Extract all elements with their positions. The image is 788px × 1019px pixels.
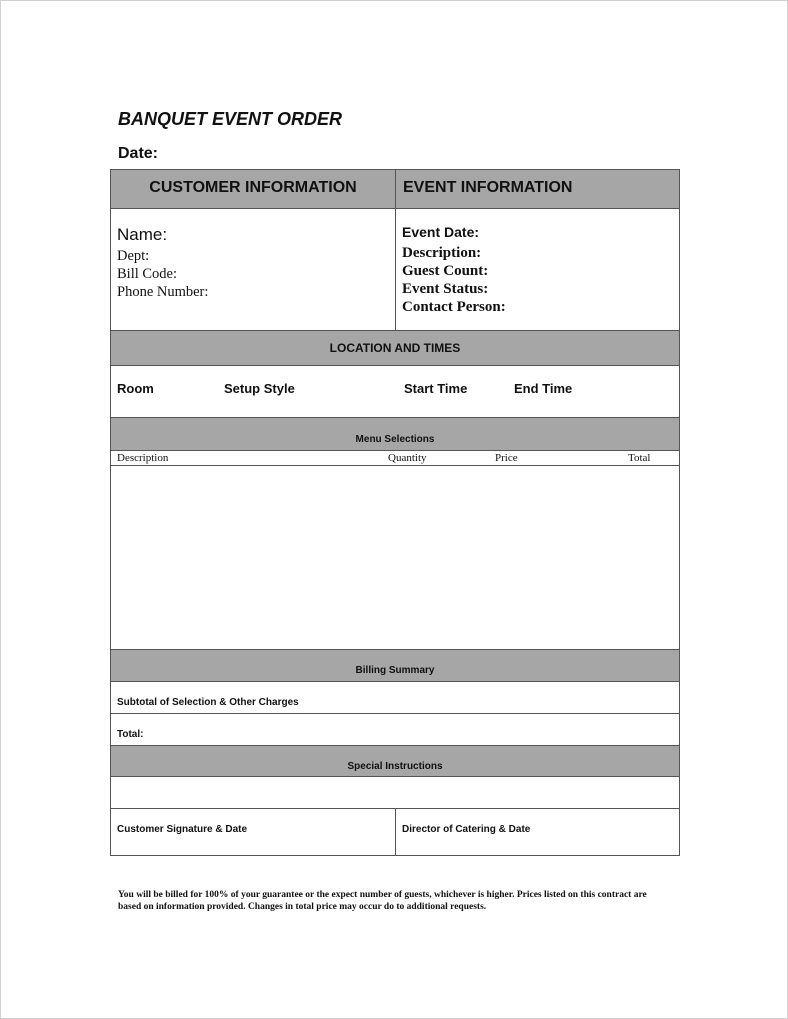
location-col-end-time: End Time [514,381,573,396]
menu-col-total: Total [628,452,651,464]
event-date-label: Event Date: [402,224,480,240]
info-column-divider [395,170,396,331]
location-header-band [111,331,679,366]
billing-total-label: Total: [117,729,144,740]
document-title: BANQUET EVENT ORDER [118,109,343,129]
special-instructions-heading: Special Instructions [347,761,443,772]
billing-footnote: You will be billed for 100% of your guarantee or the expect number of guests, whichever is higher. Prices listed on this contract are based on information provided. Changes in total price may occur do to additional requests. [118,890,647,912]
billing-header-band [111,650,679,682]
location-col-start-time: Start Time [404,381,468,396]
customer-phone-label: Phone Number: [117,284,209,300]
director-signature-label: Director of Catering & Date [402,824,531,835]
special-instructions-header-band [111,746,679,777]
event-contact-person-label: Contact Person: [402,299,506,315]
customer-info-heading: CUSTOMER INFORMATION [149,179,357,196]
location-heading: LOCATION AND TIMES [329,341,461,355]
signature-column-divider [395,808,396,856]
divider-line [111,713,679,714]
event-info-heading: EVENT INFORMATION [403,179,573,196]
location-col-setup-style: Setup Style [224,381,295,396]
special-instructions-area[interactable] [111,777,679,808]
customer-signature-label: Customer Signature & Date [117,824,248,835]
menu-col-price: Price [495,452,518,464]
menu-header-band [111,418,679,451]
menu-col-quantity: Quantity [388,452,427,464]
customer-name-label: Name: [117,225,168,244]
event-description-label: Description: [402,245,482,261]
date-label: Date: [118,145,159,162]
order-form [110,169,680,856]
customer-bill-code-label: Bill Code: [117,266,178,282]
customer-dept-label: Dept: [117,248,150,264]
event-status-label: Event Status: [402,281,489,297]
menu-items-area[interactable] [111,466,679,649]
menu-col-description: Description [117,452,169,464]
billing-heading: Billing Summary [355,665,435,676]
menu-heading: Menu Selections [355,434,435,445]
location-col-room: Room [117,381,154,396]
event-guest-count-label: Guest Count: [402,263,489,279]
billing-subtotal-label: Subtotal of Selection & Other Charges [117,697,299,708]
